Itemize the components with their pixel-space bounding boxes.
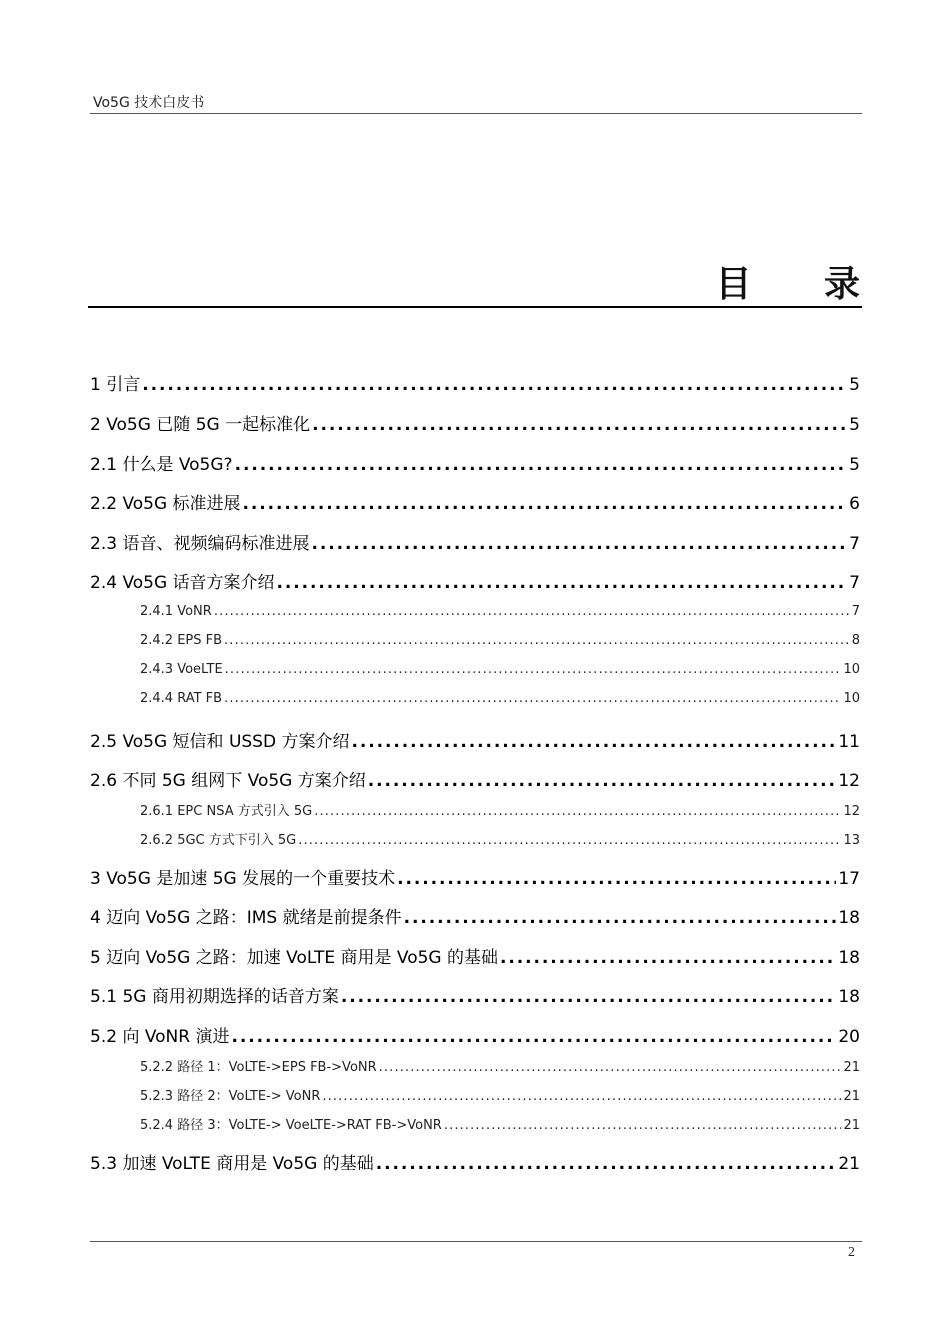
toc-entry[interactable] bbox=[90, 943, 860, 971]
toc-entry-page: 7 bbox=[851, 604, 860, 619]
page-number: 2 bbox=[848, 1245, 855, 1260]
toc-entry-label: 5.2 向 VoNR 演进 bbox=[90, 1027, 230, 1047]
header-divider bbox=[90, 113, 862, 114]
toc-entry-page: 6 bbox=[849, 494, 860, 514]
toc-entry[interactable] bbox=[90, 864, 860, 892]
toc-entry-page: 17 bbox=[838, 869, 860, 889]
toc-leader bbox=[379, 1060, 842, 1075]
toc-entry-label: 5.2.4 路径 3：VoLTE-> VoeLTE->RAT FB->VoNR bbox=[140, 1118, 442, 1133]
toc-entry-page: 13 bbox=[843, 833, 860, 848]
toc-leader bbox=[243, 494, 848, 514]
toc-entry-label: 2.5 Vo5G 短信和 USSD 方案介绍 bbox=[90, 732, 350, 752]
toc-entry[interactable] bbox=[90, 1149, 860, 1177]
toc-entry-label: 2.4.2 EPS FB bbox=[140, 633, 223, 648]
toc-entry-page: 21 bbox=[843, 1089, 860, 1104]
toc-entry-page: 18 bbox=[838, 948, 860, 968]
toc-entry-page: 11 bbox=[838, 732, 860, 752]
toc-entry-label: 5 迈向 Vo5G 之路：加速 VoLTE 商用是 Vo5G 的基础 bbox=[90, 948, 499, 968]
toc-entry-label: 3 Vo5G 是加速 5G 发展的一个重要技术 bbox=[90, 869, 396, 889]
toc-leader bbox=[500, 948, 836, 968]
toc-entry-label: 5.3 加速 VoLTE 商用是 Vo5G 的基础 bbox=[90, 1154, 374, 1174]
toc-entry-page: 18 bbox=[838, 987, 860, 1007]
toc-leader bbox=[368, 771, 837, 791]
toc-heading-divider bbox=[88, 306, 862, 308]
toc-entry-page: 18 bbox=[838, 908, 860, 928]
toc-leader bbox=[298, 833, 841, 848]
toc-subentry[interactable] bbox=[140, 691, 860, 713]
toc-leader bbox=[444, 1118, 842, 1133]
toc-leader bbox=[235, 455, 848, 475]
toc-entry[interactable] bbox=[90, 410, 860, 438]
toc-entry-page: 7 bbox=[849, 573, 860, 593]
toc-leader bbox=[341, 987, 837, 1007]
toc-entry-label: 1 引言 bbox=[90, 375, 141, 395]
toc-leader bbox=[232, 1027, 837, 1047]
toc-leader bbox=[142, 375, 847, 395]
toc-entry-page: 10 bbox=[843, 691, 860, 706]
toc-leader bbox=[314, 804, 841, 819]
toc-subentry[interactable] bbox=[140, 604, 860, 626]
toc-entry-page: 8 bbox=[851, 633, 860, 648]
toc-entry-label: 5.2.3 路径 2：VoLTE-> VoNR bbox=[140, 1089, 321, 1104]
toc-subentry[interactable] bbox=[140, 633, 860, 655]
toc-entry-label: 5.2.2 路径 1：VoLTE->EPS FB->VoNR bbox=[140, 1060, 377, 1075]
toc-entry-label: 5.1 5G 商用初期选择的话音方案 bbox=[90, 987, 339, 1007]
toc-subentry[interactable] bbox=[140, 1085, 860, 1107]
toc-leader bbox=[311, 534, 847, 554]
toc-leader bbox=[322, 1089, 841, 1104]
toc-entry-page: 5 bbox=[849, 455, 860, 475]
toc-leader bbox=[224, 633, 850, 648]
toc-entry[interactable] bbox=[90, 529, 860, 557]
toc-entry-page: 21 bbox=[843, 1060, 860, 1075]
toc-entry-label: 2.4 Vo5G 话音方案介绍 bbox=[90, 573, 275, 593]
toc-leader bbox=[312, 415, 847, 435]
toc-entry-page: 20 bbox=[838, 1027, 860, 1047]
toc-entry[interactable] bbox=[90, 766, 860, 794]
toc-leader bbox=[214, 604, 850, 619]
toc-entry-label: 2.2 Vo5G 标准进展 bbox=[90, 494, 241, 514]
toc-entry-label: 2.1 什么是 Vo5G? bbox=[90, 455, 233, 475]
toc-entry[interactable] bbox=[90, 727, 860, 755]
toc-entry[interactable] bbox=[90, 982, 860, 1010]
toc-entry-page: 21 bbox=[843, 1118, 860, 1133]
toc-entry-label: 2.4.3 VoeLTE bbox=[140, 662, 223, 677]
toc-entry[interactable] bbox=[90, 489, 860, 517]
toc-heading: 目 录 bbox=[715, 264, 890, 305]
toc-entry-page: 7 bbox=[849, 534, 860, 554]
toc-entry-label: 2.6 不同 5G 组网下 Vo5G 方案介绍 bbox=[90, 771, 366, 791]
toc-subentry[interactable] bbox=[140, 1056, 860, 1078]
toc-subentry[interactable] bbox=[140, 829, 860, 851]
toc-entry[interactable] bbox=[90, 370, 860, 398]
toc-entry-label: 2.4.1 VoNR bbox=[140, 604, 212, 619]
toc-entry-label: 2.3 语音、视频编码标准进展 bbox=[90, 534, 310, 554]
toc-entry-page: 5 bbox=[849, 415, 860, 435]
toc-entry-label: 2.6.2 5GC 方式下引入 5G bbox=[140, 833, 297, 848]
toc-entry-label: 2.6.1 EPC NSA 方式引入 5G bbox=[140, 804, 313, 819]
toc-leader bbox=[225, 662, 842, 677]
toc-leader bbox=[224, 691, 841, 706]
toc-entry[interactable] bbox=[90, 568, 860, 596]
toc-entry-page: 12 bbox=[843, 804, 860, 819]
toc-entry-page: 12 bbox=[838, 771, 860, 791]
header-title: Vo5G 技术白皮书 bbox=[93, 95, 205, 111]
toc-entry-label: 2 Vo5G 已随 5G 一起标准化 bbox=[90, 415, 311, 435]
toc-entry[interactable] bbox=[90, 1022, 860, 1050]
toc-entry-page: 5 bbox=[849, 375, 860, 395]
toc-leader bbox=[397, 869, 836, 889]
toc-entry[interactable] bbox=[90, 450, 860, 478]
toc-subentry[interactable] bbox=[140, 800, 860, 822]
toc-entry[interactable] bbox=[90, 903, 860, 931]
toc-entry-label: 4 迈向 Vo5G 之路：IMS 就绪是前提条件 bbox=[90, 908, 402, 928]
toc-leader bbox=[376, 1154, 837, 1174]
footer-divider bbox=[90, 1241, 862, 1242]
toc-leader bbox=[277, 573, 848, 593]
toc-entry-page: 21 bbox=[838, 1154, 860, 1174]
toc-entry-page: 10 bbox=[843, 662, 860, 677]
toc-leader bbox=[351, 732, 836, 752]
toc-subentry[interactable] bbox=[140, 1114, 860, 1136]
toc-subentry[interactable] bbox=[140, 662, 860, 684]
toc-entry-label: 2.4.4 RAT FB bbox=[140, 691, 223, 706]
toc-leader bbox=[404, 908, 837, 928]
